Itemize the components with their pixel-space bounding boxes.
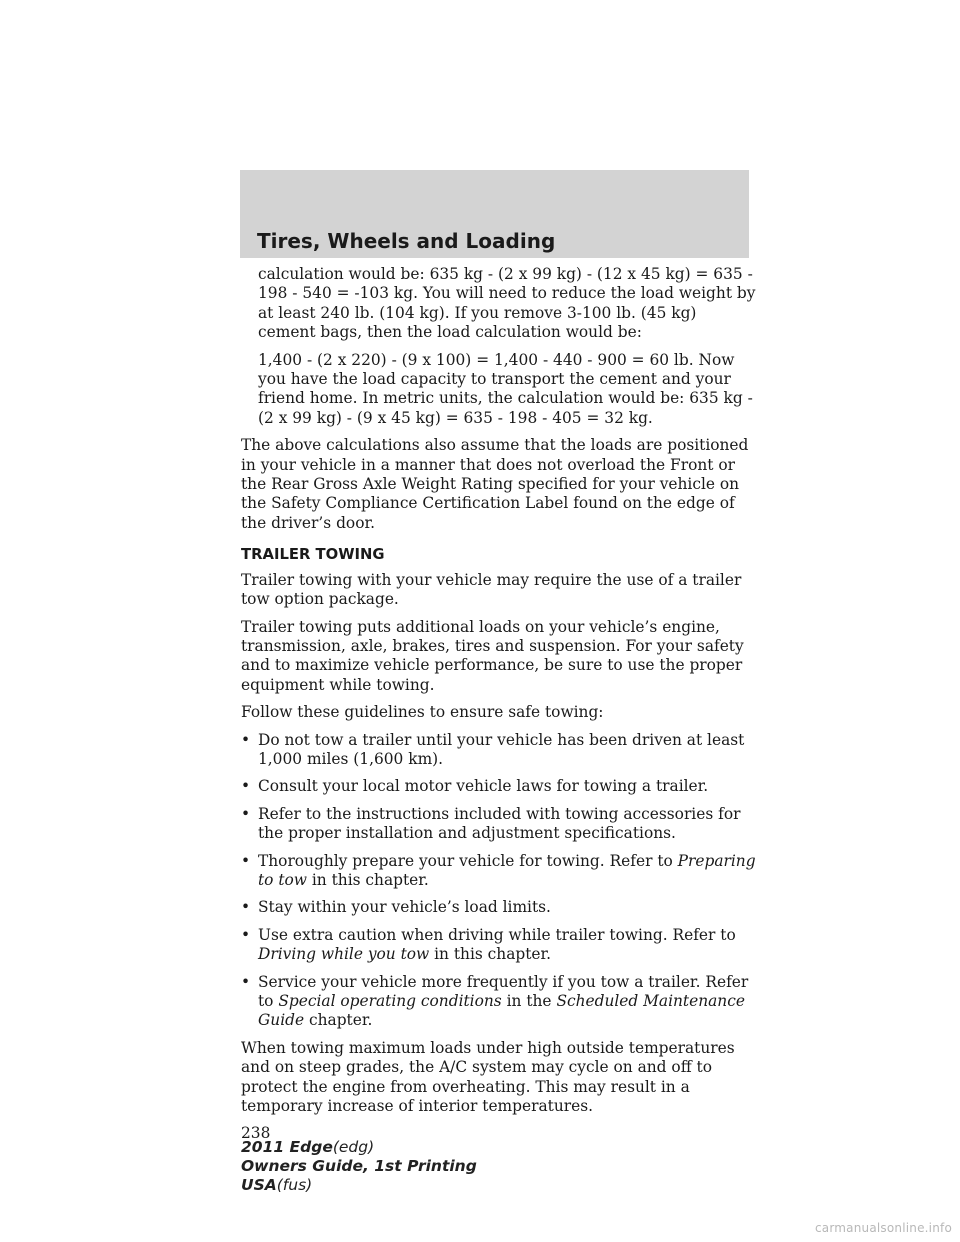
watermark-text: carmanualsonline.info [815,1221,952,1235]
bullet-icon: • [241,777,251,796]
cross-reference-driving-while-you-tow: Driving while you tow [258,945,430,964]
paragraph-high-temperature: When towing maximum loads under high outside temperatures and on steep grades, the A/C system may cycle on and off to protect the engine from overheating. This may result in a temporary increase of interior temperatures. [241,1038,735,1116]
cross-reference-scheduled-maintenance-guide: Scheduled Maintenance Guide [258,992,745,1030]
cross-reference-special-operating-conditions: Special operating conditions [278,992,502,1010]
list-item-text: Do not tow a trailer until your vehicle has been driven at least 1,000 miles (1,600 km). [258,730,745,768]
bullet-icon: • [241,898,251,917]
bullet-icon: • [241,972,251,991]
section-title: Tires, Wheels and Loading [257,229,556,253]
footer-line-model [241,1138,477,1157]
towing-guidelines-list [241,731,756,1031]
paragraph-calculation-revised: 1,400 - (2 x 220) - (9 x 100) = 1,400 - 440 - 900 = 60 lb. Now you have the load capacity to transport the cement and your friend home. In metric units, the calculation would be: 635 kg - (2 x 99 kg) - (9 x 45 kg) = 635 - 198 - 405 = 32 kg. [258,350,753,427]
list-item [241,973,756,1031]
list-item-text: in this chapter. [434,945,552,964]
paragraph-calculation-metric: calculation would be: 635 kg - (2 x 99 kg) - (12 x 45 kg) = 635 - 198 - 540 = -103 kg. You will need to reduce the load weight by at least 240 lb. (104 kg). If you remove 3-100 lb. (45 kg) cement bags, then the load calculation would be: [258,265,756,342]
list-item [241,926,756,965]
list-item [241,898,756,917]
bullet-icon: • [241,730,251,749]
list-item-text: chapter. [309,1011,373,1030]
list-item [241,805,756,844]
paragraph-additional-loads: Trailer towing puts additional loads on your vehicle’s engine, transmission, axle, brakes, tires and suspension. For your safety and to maximize vehicle performance, be sure to use the proper equipment while towing. [241,617,744,694]
footer-model-code: (edg) [332,1138,375,1156]
list-item-text: Refer to the instructions included with towing accessories for the proper installation and adjustment specifications. [258,804,741,843]
footer-market-name: USA [241,1176,277,1194]
heading-trailer-towing: TRAILER TOWING [241,546,385,564]
paragraph-tow-package: Trailer towing with your vehicle may require the use of a trailer tow option package. [241,570,742,609]
footer-market-code: (fus) [276,1176,313,1194]
list-item [241,852,756,891]
cross-reference-preparing-to-tow: Preparing to tow [258,851,756,889]
paragraph-guidelines-intro: Follow these guidelines to ensure safe towing: [241,703,604,722]
bullet-icon: • [241,804,251,823]
page-content [241,265,756,1144]
list-item-text: Thoroughly prepare your vehicle for towing. Refer to [258,851,673,870]
list-item-text: in this chapter. [311,870,429,889]
list-item [241,777,756,796]
list-item-text: Consult your local motor vehicle laws for towing a trailer. [258,777,709,796]
list-item-text: in the [506,992,552,1010]
footer-model-name: 2011 Edge [241,1138,333,1156]
list-item-text: Stay within your vehicle’s load limits. [258,898,551,917]
bullet-icon: • [241,851,251,870]
page-number: 238 [241,1124,271,1143]
bullet-icon: • [241,925,251,944]
footer-line-printing: Owners Guide, 1st Printing [241,1157,477,1175]
list-item [241,731,756,770]
paragraph-load-position: The above calculations also assume that the loads are positioned in your vehicle in a manner that does not overload the Front or the Rear Gross Axle Weight Rating specified for your vehicle on the Safety Compliance Certification Label found on the edge of the driver’s door. [241,436,749,532]
print-footer [241,1138,477,1195]
list-item-text: Service your vehicle more frequently if you tow a trailer. Refer to [258,972,749,1010]
list-item-text: Use extra caution when driving while trailer towing. Refer to [258,925,736,944]
footer-line-market [241,1176,477,1195]
